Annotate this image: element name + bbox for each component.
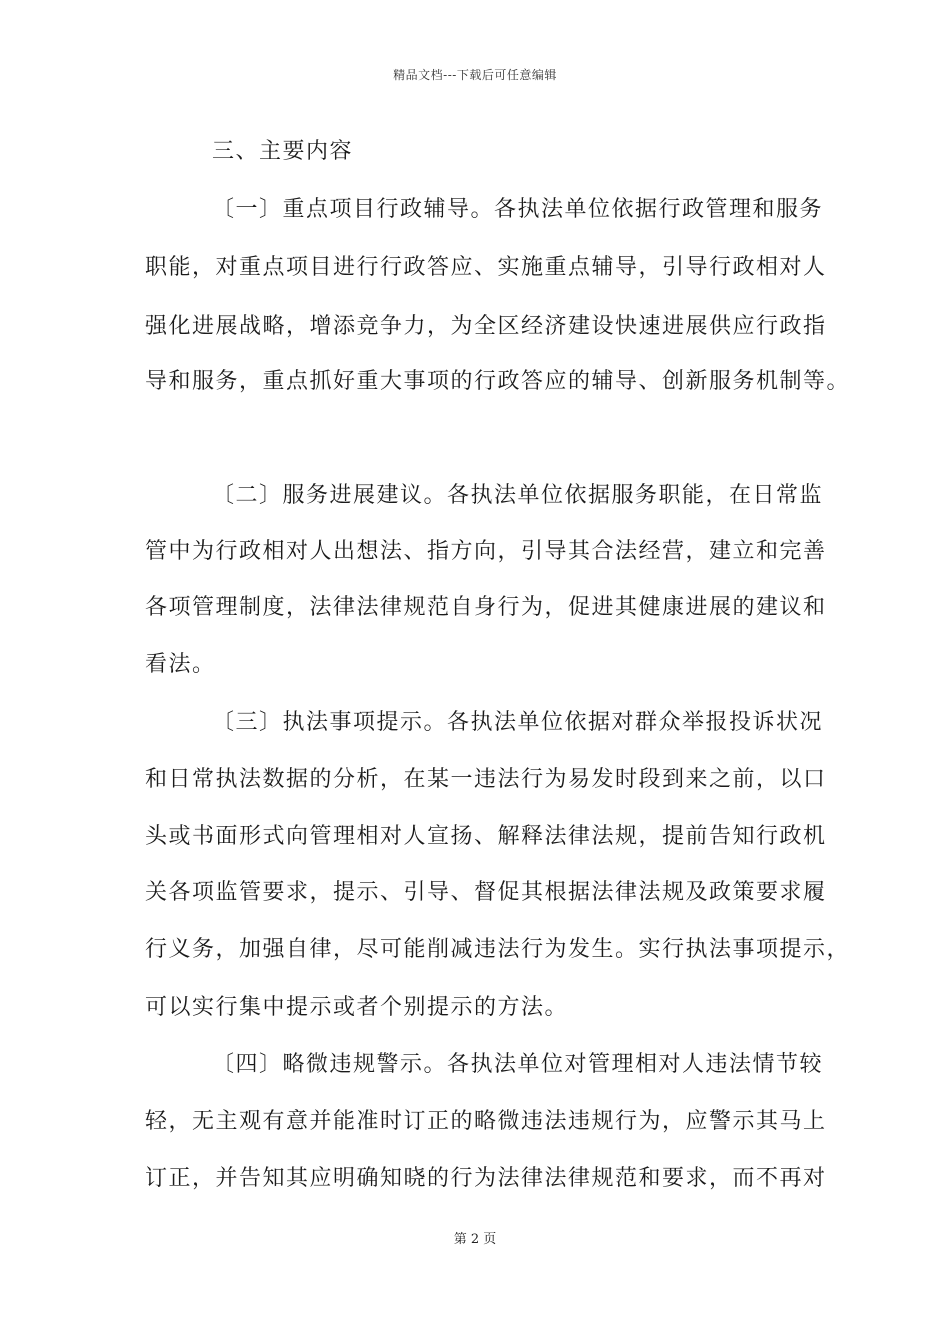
section-title: 三、主要内容 bbox=[212, 139, 354, 164]
paragraph-line: 管中为行政相对人出想法、指方向，引导其合法经营，建立和完善 bbox=[145, 539, 827, 564]
page-number: 第 2 页 bbox=[453, 1232, 497, 1247]
paragraph-line: 和日常执法数据的分析，在某一违法行为易发时段到来之前，以口 bbox=[145, 767, 827, 792]
paragraph-line: 可以实行集中提示或者个别提示的方法。 bbox=[145, 995, 569, 1020]
paragraph-line: 订正，并告知其应明确知晓的行为法律法律规范和要求，而不再对 bbox=[145, 1166, 827, 1191]
paragraph-line: 职能，对重点项目进行行政答应、实施重点辅导，引导行政相对人 bbox=[145, 255, 827, 280]
paragraph-line: 〔三〕执法事项提示。各执法单位依据对群众举报投诉状况 bbox=[212, 710, 824, 735]
paragraph-line: 强化进展战略，增添竞争力，为全区经济建设快速进展供应行政指 bbox=[145, 314, 827, 339]
paragraph-line: 〔二〕服务进展建议。各执法单位依据服务职能，在日常监 bbox=[212, 483, 824, 508]
paragraph-line: 各项管理制度，法律法律规范自身行为，促进其健康进展的建议和 bbox=[145, 595, 827, 620]
paragraph-line: 导和服务，重点抓好重大事项的行政答应的辅导、创新服务机制等。 bbox=[145, 369, 851, 394]
paragraph-line: 头或书面形式向管理相对人宣扬、解释法律法规，提前告知行政机 bbox=[145, 824, 827, 849]
paragraph-line: 关各项监管要求，提示、引导、督促其根据法律法规及政策要求履 bbox=[145, 880, 827, 905]
page-header: 精品文档---下载后可任意编辑 bbox=[393, 68, 557, 82]
paragraph-line: 〔四〕略微违规警示。各执法单位对管理相对人违法情节较 bbox=[212, 1052, 824, 1077]
paragraph-line: 〔一〕重点项目行政辅导。各执法单位依据行政管理和服务 bbox=[212, 197, 824, 222]
paragraph-line: 轻，无主观有意并能准时订正的略微违法违规行为，应警示其马上 bbox=[145, 1109, 827, 1134]
paragraph-line: 看法。 bbox=[145, 652, 216, 677]
paragraph-line: 行义务，加强自律，尽可能削减违法行为发生。实行执法事项提示， bbox=[145, 937, 851, 962]
